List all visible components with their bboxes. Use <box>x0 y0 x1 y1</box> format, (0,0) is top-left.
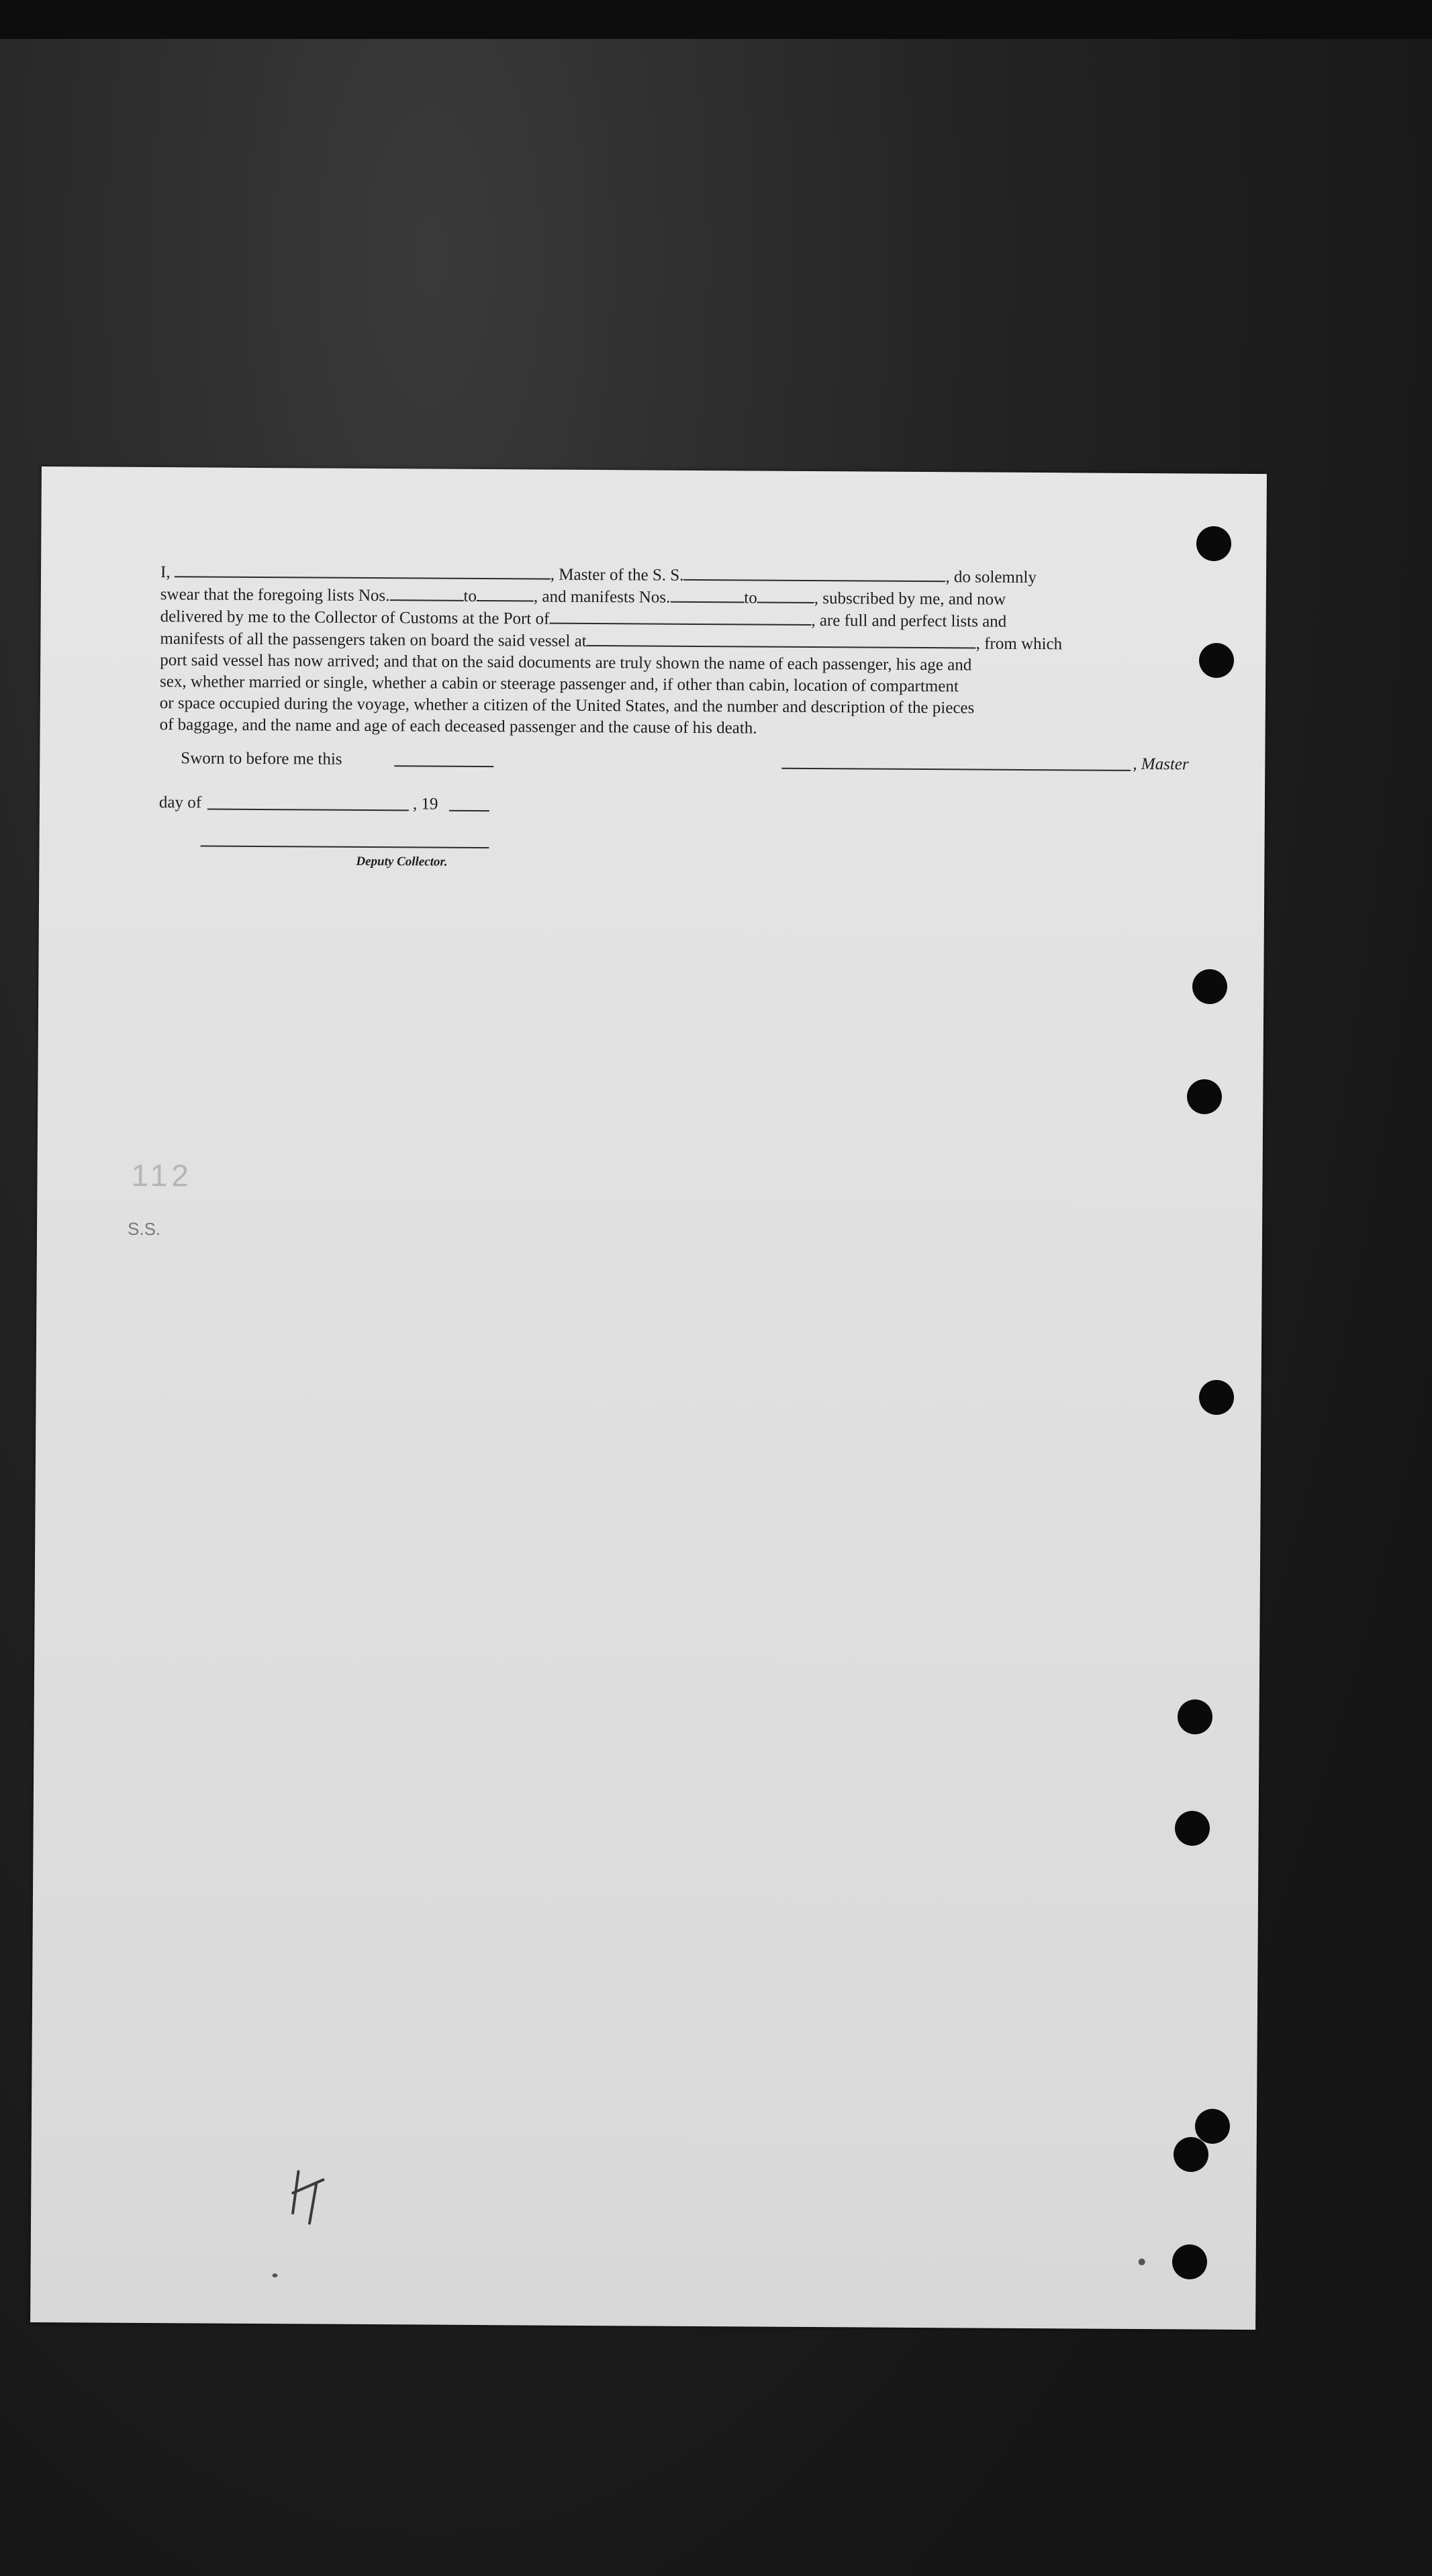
scan-speck <box>273 2273 278 2277</box>
punch-hole <box>1196 526 1231 561</box>
day-row <box>159 793 562 823</box>
punch-hole <box>1195 2109 1230 2144</box>
oath-line-7: or space occupied during the voyage, whether a citizen of the United States, and the number and description of the pieces <box>159 694 975 717</box>
ship-name-blank <box>683 564 945 582</box>
punch-hole <box>1192 969 1227 1004</box>
oath-line-6: sex, whether married or single, whether a cabin or steerage passenger and, if other than cabin, location of compartment <box>159 673 959 696</box>
oath-text: , subscribed by me, and now <box>814 589 1006 609</box>
manifests-from-blank <box>670 587 744 603</box>
sworn-row <box>181 749 1214 782</box>
oath-text: , Master of the S. S. <box>550 565 684 585</box>
punch-hole <box>1174 2137 1208 2172</box>
manifests-to-blank <box>757 587 814 604</box>
oath-text: manifests of all the passengers taken on board the said vessel at <box>160 630 587 650</box>
sworn-date-blank <box>394 765 493 767</box>
faint-page-number: 112 <box>131 1157 193 1193</box>
punch-hole <box>1199 1380 1234 1415</box>
oath-text: , are full and perfect lists and <box>811 611 1007 631</box>
day-text: day of <box>158 793 202 812</box>
month-blank <box>207 809 409 811</box>
oath-text: to <box>463 587 477 605</box>
oath-line-8: of baggage, and the name and age of each deceased passenger and the cause of his death. <box>159 715 757 738</box>
scan-speck <box>1139 2259 1145 2265</box>
manifest-back-page <box>30 466 1267 2330</box>
year-text: , 19 <box>412 795 438 813</box>
oath-text: I, <box>160 563 171 582</box>
oath-text: delivered by me to the Collector of Customs at the Port of <box>160 607 550 628</box>
punch-hole <box>1178 1699 1212 1734</box>
punch-hole <box>1175 1811 1210 1846</box>
master-label: , Master <box>1133 754 1189 774</box>
sworn-text: Sworn to before me this <box>181 749 342 769</box>
oath-text: swear that the foregoing lists Nos. <box>160 585 390 605</box>
lists-to-blank <box>477 585 534 602</box>
lists-from-blank <box>389 585 463 601</box>
oath-text: , and manifests Nos. <box>533 587 671 607</box>
oath-line-5: port said vessel has now arrived; and that on the said documents are truly shown the name of each passenger, his age and <box>160 651 972 675</box>
punch-hole <box>1187 1079 1222 1114</box>
master-name-blank <box>175 561 551 579</box>
master-signature-blank <box>781 768 1131 771</box>
oath-text: , from which <box>975 634 1063 654</box>
scanner-edge <box>0 0 1432 39</box>
port-blank <box>549 608 811 626</box>
faint-stamp: S.S. <box>127 1218 161 1240</box>
deputy-collector-label: Deputy Collector. <box>356 854 448 869</box>
handwritten-mark-icon <box>286 2166 347 2227</box>
punch-hole <box>1172 2244 1207 2279</box>
oath-text: , do solemnly <box>945 568 1037 587</box>
oath-paragraph <box>160 561 1214 742</box>
deputy-signature-blank <box>201 845 489 848</box>
year-blank <box>449 810 489 811</box>
departure-port-blank <box>587 630 976 649</box>
punch-hole <box>1199 643 1234 678</box>
oath-text: to <box>744 589 757 607</box>
